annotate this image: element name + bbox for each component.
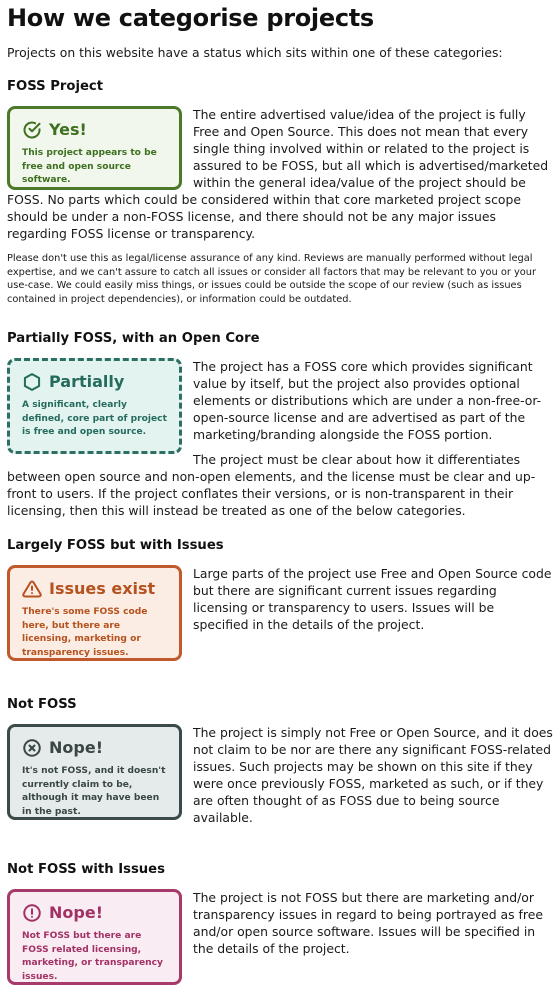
section-description: The project is not FOSS but there are marketing and/or transparency issues in regard to being portrayed as free and/or open source software. Issues will be specified in the details of the project. [193,890,543,956]
section-description: The project is simply not Free or Open Source, and it does not claim to be nor are there any significant FOSS-related issues. Such projects may be shown on this site if they were once previously FOSS, marketed as such, or if they are often thought of as FOSS due to being source available. [193,725,553,825]
section-partial [7,330,553,519]
badge-description: A significant, clearly defined, core part of project is free and open source. [22,400,167,437]
section-description: Large parts of the project use Free and Open Source code but there are significant current issues regarding licensing or transparency to users. Issues will be specified in the details of the project. [193,566,552,632]
section-heading: Not FOSS [7,697,77,712]
issues-badge [7,565,182,661]
section-description: The entire advertised value/idea of the project is fully Free and Open Source. This does not mean that every single thing involved within or related to the project is assured to be FOSS, but all which is advertised/marketed within the general idea/value of the project should be FOSS. No parts which could be considered within that core marketed project scope should be under a non-FOSS license, and there should not be any major issues regarding FOSS license or transparency. [7,107,549,241]
badge-title: Partially [49,372,125,391]
exclamation-circle-icon [22,903,42,923]
x-circle-icon [22,738,42,758]
badge-description: Not FOSS but there are FOSS related licensing, marketing, or transparency issues. [22,931,163,982]
badge-title: Yes! [49,120,87,139]
section-heading: FOSS Project [7,79,104,94]
badge-description: It's not FOSS, and it doesn't currently claim to be, although it may have been in the past. [22,766,166,817]
section-heading: Partially FOSS, with an Open Core [7,331,260,346]
intro-text: Projects on this website have a status which sits within one of these categories: [7,45,503,60]
badge-title: Nope! [49,738,103,757]
badge-description: This project appears to be free and open source software. [22,148,157,185]
section-notfoss-issues [7,826,553,982]
notfoss-badge [7,724,182,820]
hexagon-icon [22,372,42,392]
section-issues [7,537,553,658]
partial-badge [7,358,182,454]
page-title: How we categorise projects [7,4,374,32]
section-heading: Not FOSS with Issues [7,862,165,877]
badge-description: There's some FOSS code here, but there are licensing, marketing or transparency issues. [22,607,148,658]
notfoss-issues-badge [7,889,182,985]
section-description: The project has a FOSS core which provides significant value by itself, but the project also provides optional elements or distributions which are under a non-free-or-open-source license and are advertised as part of the marketing/branding alongside the FOSS portion. [193,359,542,442]
section-notfoss [7,661,553,826]
foss-badge [7,106,182,190]
section-foss [7,78,553,306]
section-heading: Largely FOSS but with Issues [7,538,224,553]
badge-title: Issues exist [49,579,156,598]
legal-disclaimer: Please don't use this as legal/license assurance of any kind. Reviews are manually performed without legal expertise, and we can't assure to catch all issues or consider all factors that may be relevant to you or your use-case. We could easily miss things, or issues could be outside the scope of our review (such as issues contained in project dependencies), or information could be outdated. [7,253,537,305]
check-circle-icon [22,120,42,140]
badge-title: Nope! [49,903,103,922]
warning-triangle-icon [22,579,42,599]
section-description-2: The project must be clear about how it differentiates between open source and non-open elements, and the license must be clear and up-front to users. If the project conflates their versions, or is non-transparent in their licensing, then this will instead be treated as one of the below categories. [7,452,536,518]
